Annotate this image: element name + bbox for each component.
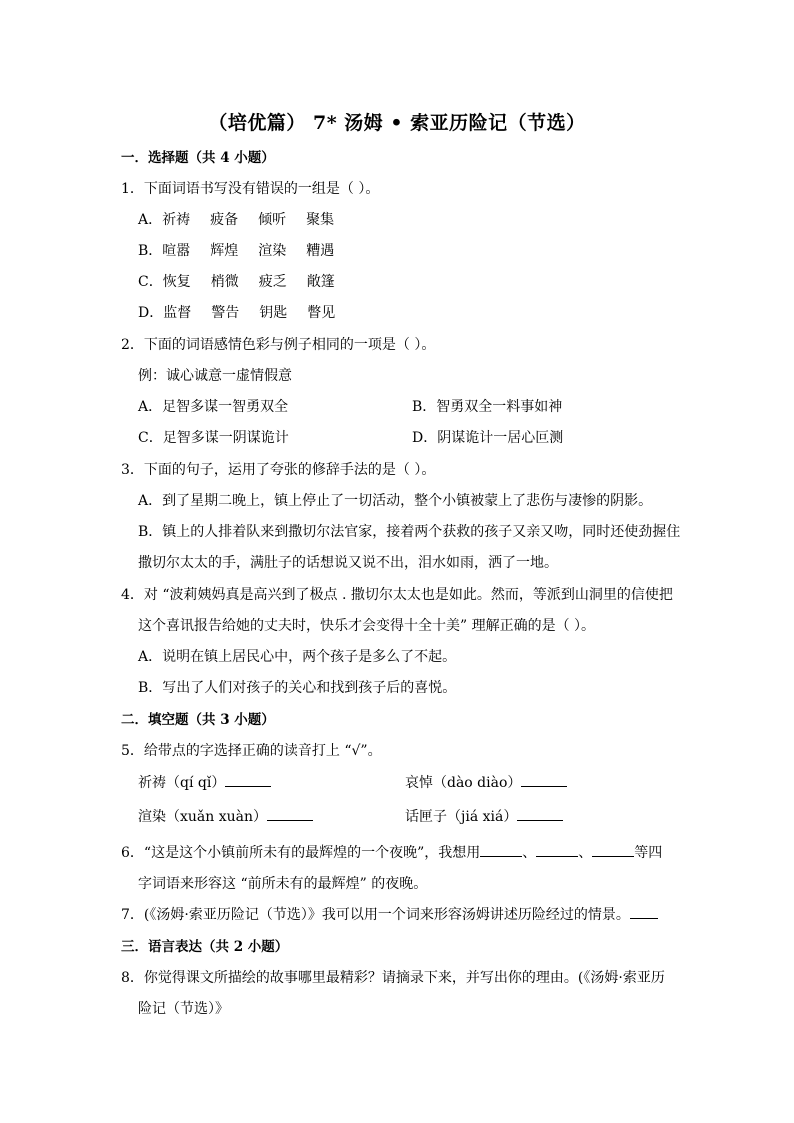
answer-blank[interactable]: [630, 906, 658, 919]
q5-item-2: 哀悼（dào diào）: [405, 772, 567, 792]
q1-option-b: B．喧嚣 辉煌 渲染 糟遇: [138, 243, 335, 259]
section-heading-fill: 二．填空题（共 3 小题）: [121, 712, 275, 728]
q1-option-c: C．恢复 梢微 疲乏 敞篷: [138, 274, 335, 290]
answer-blank[interactable]: [517, 808, 563, 821]
q7-stem: 7．(《汤姆·索亚历险记（节选）》我可以用一个词来形容汤姆讲述历险经过的情景。: [121, 904, 658, 924]
answer-blank[interactable]: [592, 844, 634, 857]
q2-example: 例：诚心诚意一虚情假意: [138, 368, 292, 384]
q6-line1: 6．“这是这个小镇前所未有的最辉煌的一个夜晚”，我想用 、 、 等四: [121, 845, 663, 861]
q5-item-4: 话匣子（jiá xiá）: [405, 806, 563, 826]
q2-option-b: B．智勇双全一料事如神: [412, 399, 563, 415]
q4-stem-line2: 这个喜讯报告给她的丈夫时，快乐才会变得十全十美” 理解正确的是（ ）。: [138, 618, 596, 634]
q1-option-d: D．监督 警告 钥匙 瞥见: [138, 305, 336, 321]
answer-blank[interactable]: [480, 844, 522, 857]
q8-line1: 8．你觉得课文所描绘的故事哪里最精彩？请摘录下来，并写出你的理由。(《汤姆·索亚历: [121, 970, 665, 986]
q1-option-a: A．祈祷 疲备 倾听 聚集: [138, 212, 335, 228]
q2-option-c: C．足智多谋一阴谋诡计: [138, 430, 289, 446]
q8-line2: 险记（节选）》: [138, 1001, 229, 1017]
q2-stem: 2．下面的词语感情色彩与例子相同的一项是（ ）。: [121, 337, 436, 353]
q4-option-b: B．写出了人们对孩子的关心和找到孩子后的喜悦。: [138, 680, 457, 696]
section-heading-choice: 一．选择题（共 4 小题）: [121, 150, 275, 166]
section-heading-expression: 三．语言表达（共 2 小题）: [121, 939, 289, 955]
q4-option-a: A．说明在镇上居民心中，两个孩子是多么了不起。: [138, 649, 457, 665]
answer-blank[interactable]: [225, 774, 271, 787]
q5-stem: 5．给带点的字选择正确的读音打上 “√”。: [121, 743, 382, 759]
q6-line2: 字词语来形容这 “前所未有的最辉煌” 的夜晚。: [138, 876, 428, 892]
answer-blank[interactable]: [521, 774, 567, 787]
q1-stem: 1．下面词语书写没有错误的一组是（ ）。: [121, 181, 380, 197]
q3-stem: 3．下面的句子，运用了夸张的修辞手法的是（ ）。: [121, 462, 436, 478]
answer-blank[interactable]: [267, 808, 313, 821]
q5-item-1: 祈祷（qí qǐ）: [138, 772, 271, 792]
q3-option-b-line1: B．镇上的人排着队来到撒切尔法官家，接着两个获救的孩子又亲又吻，同时还使劲握住: [138, 524, 681, 540]
answer-blank[interactable]: [536, 844, 578, 857]
page-title: （培优篇） 7* 汤姆 • 索亚历险记（节选）: [208, 112, 586, 134]
q5-item-3: 渲染（xuǎn xuàn）: [138, 806, 313, 826]
q2-option-d: D．阴谋诡计一居心叵测: [412, 430, 564, 446]
q2-option-a: A．足智多谋一智勇双全: [138, 399, 289, 415]
q3-option-b-line2: 撒切尔太太的手，满肚子的话想说又说不出，泪水如雨，洒了一地。: [138, 555, 558, 571]
q4-stem-line1: 4．对 “波莉姨妈真是高兴到了极点 . 撒切尔太太也是如此。然而，等派到山洞里的信使把: [121, 587, 673, 603]
q3-option-a: A．到了星期二晚上，镇上停止了一切活动，整个小镇被蒙上了悲伤与凄惨的阴影。: [138, 493, 653, 509]
